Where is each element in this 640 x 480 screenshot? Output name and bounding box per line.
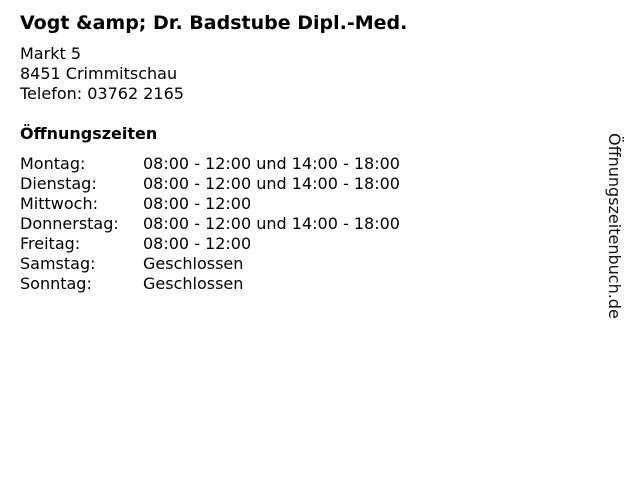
day-label: Sonntag: <box>20 274 92 293</box>
business-name: Vogt &amp; Dr. Badstube Dipl.-Med. <box>20 12 408 34</box>
day-label: Mittwoch: <box>20 194 98 213</box>
opening-hours-table <box>20 154 400 294</box>
hours-row-sunday <box>20 274 400 294</box>
phone-number: Telefon: 03762 2165 <box>20 84 184 103</box>
opening-hours-heading: Öffnungszeiten <box>20 124 158 143</box>
time-range: Geschlossen <box>143 254 244 273</box>
time-range: Geschlossen <box>143 274 244 293</box>
city: 8451 Crimmitschau <box>20 64 178 83</box>
day-label: Freitag: <box>20 234 81 253</box>
hours-row-thursday <box>20 214 400 234</box>
day-label: Montag: <box>20 154 86 173</box>
hours-row-monday <box>20 154 400 174</box>
hours-row-saturday <box>20 254 400 274</box>
site-watermark: Öffnungszeitenbuch.de <box>605 133 624 319</box>
hours-row-friday <box>20 234 400 254</box>
day-label: Donnerstag: <box>20 214 119 233</box>
hours-row-wednesday <box>20 194 400 214</box>
time-range: 08:00 - 12:00 und 14:00 - 18:00 <box>143 154 400 173</box>
time-range: 08:00 - 12:00 <box>143 194 252 213</box>
hours-row-tuesday <box>20 174 400 194</box>
time-range: 08:00 - 12:00 und 14:00 - 18:00 <box>143 174 400 193</box>
street-address: Markt 5 <box>20 44 81 63</box>
time-range: 08:00 - 12:00 <box>143 234 252 253</box>
time-range: 08:00 - 12:00 und 14:00 - 18:00 <box>143 214 400 233</box>
address-block <box>20 44 184 104</box>
day-label: Dienstag: <box>20 174 97 193</box>
day-label: Samstag: <box>20 254 96 273</box>
